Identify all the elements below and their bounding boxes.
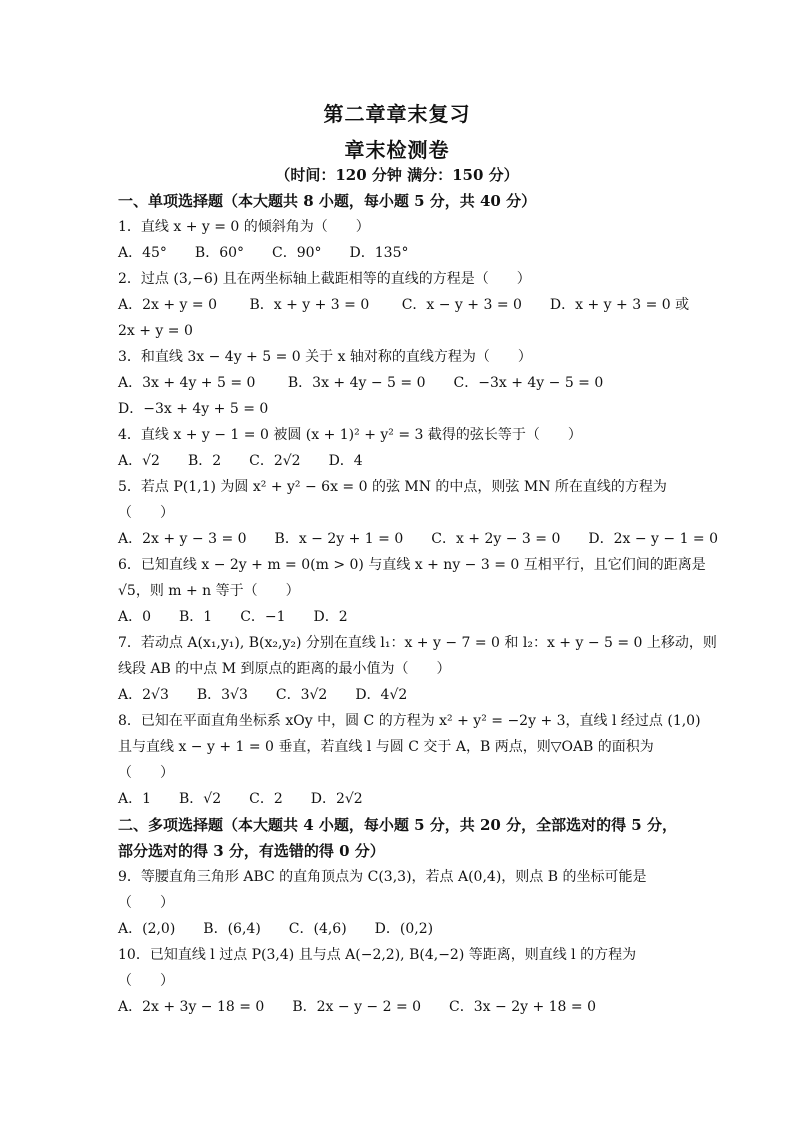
answer-options: A．1 B．√2 C．2 D．2√2 xyxy=(118,791,363,807)
question-text: 8．已知在平面直角坐标系 xOy 中，圆 C 的方程为 x² + y² = −2y + 3，直线 l 经过点 (1,0) xyxy=(118,713,701,729)
answer-options: A．3x + 4y + 5 = 0 B．3x + 4y − 5 = 0 C．−3x + 4y − 5 = 0 xyxy=(118,375,604,391)
answer-options: A．0 B．1 C．−1 D．2 xyxy=(118,609,348,625)
time-info: （时间：120 分钟 满分：150 分） xyxy=(275,166,519,184)
answer-options: A．2√3 B．3√3 C．3√2 D．4√2 xyxy=(118,687,408,703)
question-text: 9．等腰直角三角形 ABC 的直角顶点为 C(3,3)，若点 A(0,4)，则点 B 的坐标可能是 xyxy=(118,869,647,885)
question-text: （ ） xyxy=(118,505,174,521)
question-text: （ ） xyxy=(118,895,174,911)
answer-options: A．2x + 3y − 18 = 0 B．2x − y − 2 = 0 C．3x − 2y + 18 = 0 xyxy=(118,999,596,1015)
section-heading-single-choice: 一、单项选择题（本大题共 8 小题，每小题 5 分，共 40 分） xyxy=(118,192,537,210)
question-text: 6．已知直线 x − 2y + m = 0(m > 0) 与直线 x + ny − 3 = 0 互相平行，且它们间的距离是 xyxy=(118,557,706,573)
exam-content xyxy=(118,188,719,1020)
page-subtitle: 章末检测卷 xyxy=(344,138,450,162)
question-text: 1．直线 x + y = 0 的倾斜角为（ ） xyxy=(118,219,370,235)
question-list-multi-choice xyxy=(118,864,678,1020)
question-text: √5，则 m + n 等于（ ） xyxy=(118,583,300,599)
question-text: 7．若动点 A(x₁,y₁), B(x₂,y₂) 分别在直线 l₁：x + y − 7 = 0 和 l₂：x + y − 5 = 0 上移动，则 xyxy=(118,635,717,651)
answer-options: A．(2,0) B．(6,4) C．(4,6) D．(0,2) xyxy=(118,921,434,937)
question-text: （ ） xyxy=(118,973,174,989)
question-text: 5．若点 P(1,1) 为圆 x² + y² − 6x = 0 的弦 MN 的中点，则弦 MN 所在直线的方程为 xyxy=(118,479,667,495)
question-text: 4．直线 x + y − 1 = 0 被圆 (x + 1)² + y² = 3 截得的弦长等于（ ） xyxy=(118,427,582,443)
question-text: 线段 AB 的中点 M 到原点的距离的最小值为（ ） xyxy=(118,661,451,677)
question-text: 3．和直线 3x − 4y + 5 = 0 关于 x 轴对称的直线方程为（ ） xyxy=(118,349,532,365)
answer-options: A．√2 B．2 C．2√2 D．4 xyxy=(118,453,363,469)
answer-options: A．45° B．60° C．90° D．135° xyxy=(118,245,409,261)
question-list-single-choice xyxy=(118,214,719,812)
answer-options: A．2x + y = 0 B．x + y + 3 = 0 C．x − y + 3 = 0 D．x + y + 3 = 0 或 xyxy=(118,297,690,313)
answer-options: 2x + y = 0 xyxy=(118,323,193,339)
answer-options: D．−3x + 4y + 5 = 0 xyxy=(118,401,269,417)
answer-options: A．2x + y − 3 = 0 B．x − 2y + 1 = 0 C．x + 2y − 3 = 0 D．2x − y − 1 = 0 xyxy=(118,531,719,547)
page-title: 第二章章末复习 xyxy=(323,102,471,126)
question-text: 10．已知直线 l 过点 P(3,4) 且与点 A(−2,2), B(4,−2) 等距离，则直线 l 的方程为 xyxy=(118,947,637,963)
section-heading-multi-choice-line1: 二、多项选择题（本大题共 4 小题，每小题 5 分，共 20 分，全部选对的得 5 分， xyxy=(118,816,677,834)
section-heading-multi-choice-line2: 部分选对的得 3 分，有选错的得 0 分） xyxy=(118,842,385,860)
question-text: 2．过点 (3,−6) 且在两坐标轴上截距相等的直线的方程是（ ） xyxy=(118,271,531,287)
question-text: （ ） xyxy=(118,765,174,781)
question-text: 且与直线 x − y + 1 = 0 垂直，若直线 l 与圆 C 交于 A，B 两点，则▽OAB 的面积为 xyxy=(118,739,654,755)
